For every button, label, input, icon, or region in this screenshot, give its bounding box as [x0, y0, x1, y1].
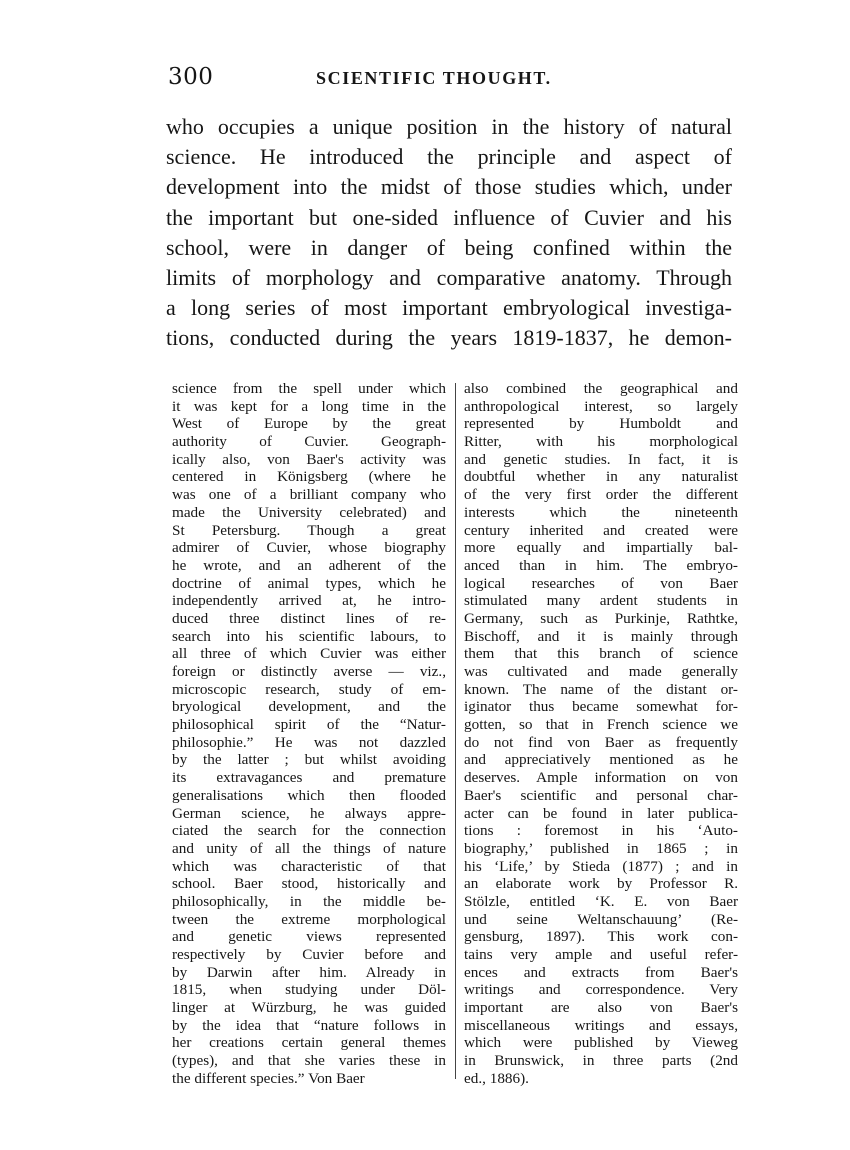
footnote-line: writings and correspondence. Very [464, 981, 738, 999]
footnote-line: authority of Cuvier. Geograph- [172, 433, 446, 451]
footnote-line: ciated the search for the connection [172, 822, 446, 840]
footnote-line: important are also von Baer's [464, 999, 738, 1017]
footnote-line: iginator thus became somewhat for- [464, 698, 738, 716]
footnote-line: philosophical spirit of the “Natur- [172, 716, 446, 734]
footnote-line: Bischoff, and it is mainly through [464, 627, 738, 645]
footnote-line: (types), and that she varies these in [172, 1052, 446, 1070]
footnote-line: gensburg, 1897). This work con- [464, 928, 738, 946]
footnote-line: duced three distinct lines of re- [172, 609, 446, 627]
footnote-line: logical researches of von Baer [464, 574, 738, 592]
footnote-line: them that this branch of science [464, 645, 738, 663]
body-line: the important but one-sided influence of Cuvier and his [166, 204, 732, 230]
footnote-line: deserves. Ample information on von [464, 769, 738, 787]
page-number: 300 [168, 64, 214, 90]
footnote-line: generalisations which then flooded [172, 786, 446, 804]
footnote-line: linger at Würzburg, he was guided [172, 999, 446, 1017]
column-divider [455, 383, 456, 1079]
footnote-line: in Brunswick, in three parts (2nd [464, 1052, 738, 1070]
footnote-line: science from the spell under which [172, 380, 446, 397]
footnote-line: he wrote, and an adherent of the [172, 556, 446, 574]
footnote-line: known. The name of the distant or- [464, 680, 738, 698]
footnote-line: ences and extracts from Baer's [464, 963, 738, 981]
footnote-line: tween the extreme morphological [172, 910, 446, 928]
footnote-line: doubtful whether in any naturalist [464, 468, 738, 486]
footnote-line: also combined the geographical and [464, 380, 738, 397]
footnote-line: do not find von Baer as frequently [464, 733, 738, 751]
footnote-line: Ritter, with his morphological [464, 433, 738, 451]
body-line: limits of morphology and comparative anatomy. Through [166, 264, 732, 290]
footnote-line: miscellaneous writings and essays, [464, 1016, 738, 1034]
footnote-line: respectively by Cuvier before and [172, 946, 446, 963]
footnote-line: was cultivated and made generally [464, 663, 738, 680]
footnote-line: ically also, von Baer's activity was [172, 450, 446, 468]
footnote-line: 1815, when studying under Döl- [172, 981, 446, 999]
footnote-line: bryological development, and the [172, 698, 446, 716]
footnote-line: and genetic studies. In fact, it is [464, 450, 738, 468]
footnote-line: stimulated many ardent students in [464, 592, 738, 610]
footnote-line: German science, he always appre- [172, 804, 446, 822]
footnote-line: by the latter ; but whilst avoiding [172, 751, 446, 769]
footnote-line: more equally and impartially bal- [464, 539, 738, 557]
footnote-line: it was kept for a long time in the [172, 397, 446, 415]
footnote-left-column [172, 380, 446, 1088]
footnote-line: gotten, so that in French science we [464, 716, 738, 734]
footnote-line: the different species.” Von Baer [172, 1069, 365, 1087]
footnote-line: independently arrived at, he intro- [172, 592, 446, 610]
footnote-line: and appreciatively mentioned as he [464, 751, 738, 769]
footnote-line: by the idea that “nature follows in [172, 1016, 446, 1034]
footnote-line: West of Europe by the great [172, 415, 446, 433]
footnote-line: of the very first order the different [464, 486, 738, 504]
footnote-line: biography,’ published in 1865 ; in [464, 839, 738, 857]
footnote-line: her creations certain general themes [172, 1034, 446, 1052]
footnote-line: tions : foremost in his ‘Auto- [464, 822, 738, 840]
footnote-line: made the University celebrated) and [172, 503, 446, 521]
footnote-line: anthropological interest, so largely [464, 397, 738, 415]
footnote-line: represented by Humboldt and [464, 415, 738, 433]
body-line: development into the midst of those studies which, under [166, 174, 732, 200]
footnote-line: and genetic views represented [172, 928, 446, 946]
body-line: school, were in danger of being confined within the [166, 234, 732, 260]
footnote-line: ed., 1886). [464, 1069, 529, 1087]
footnote-right-column [464, 380, 738, 1088]
footnote-line: admirer of Cuvier, whose biography [172, 539, 446, 557]
footnote-line: Baer's scientific and personal char- [464, 786, 738, 804]
footnote-line: foreign or distinctly averse — viz., [172, 663, 446, 680]
footnote-line: und seine Weltanschauung’ (Re- [464, 910, 738, 928]
footnote-line: philosophically, in the middle be- [172, 892, 446, 910]
footnote-line: school. Baer stood, historically and [172, 875, 446, 893]
footnote-line: St Petersburg. Though a great [172, 521, 446, 539]
footnote-line: which was characteristic of that [172, 857, 446, 875]
footnote-line: doctrine of animal types, which he [172, 574, 446, 592]
footnote-line: search into his scientific labours, to [172, 627, 446, 645]
footnote-line: which were published by Vieweg [464, 1034, 738, 1052]
footnote-line: microscopic research, study of em- [172, 680, 446, 698]
page-header [168, 56, 734, 96]
body-line: tions, conducted during the years 1819-1837, he demon- [166, 325, 732, 351]
footnote-line: its extravagances and premature [172, 769, 446, 787]
body-line: a long series of most important embryological investiga- [166, 295, 732, 321]
footnote-line: tains very ample and useful refer- [464, 946, 738, 963]
footnote-line: century inherited and created were [464, 521, 738, 539]
body-line: science. He introduced the principle and aspect of [166, 144, 732, 170]
footnote-line: anced than in him. The embryo- [464, 556, 738, 574]
running-title: SCIENTIFIC THOUGHT. [316, 68, 552, 88]
footnote-line: Stölzle, entitled ‘K. E. von Baer [464, 892, 738, 910]
footnote-line: and unity of all the things of nature [172, 839, 446, 857]
footnote-line: centered in Königsberg (where he [172, 468, 446, 486]
footnote-line: Germany, such as Purkinje, Rathtke, [464, 609, 738, 627]
footnote-line: all three of which Cuvier was either [172, 645, 446, 663]
body-line: who occupies a unique position in the history of natural [166, 114, 732, 139]
footnote-line: interests which the nineteenth [464, 503, 738, 521]
footnote-line: was one of a brilliant company who [172, 486, 446, 504]
footnote-line: acter can be found in later publica- [464, 804, 738, 822]
main-paragraph [166, 112, 732, 354]
footnote-line: philosophie.” He was not dazzled [172, 733, 446, 751]
footnote-line: his ‘Life,’ by Stieda (1877) ; and in [464, 857, 738, 875]
footnote-line: an elaborate work by Professor R. [464, 875, 738, 893]
footnote-line: by Darwin after him. Already in [172, 963, 446, 981]
